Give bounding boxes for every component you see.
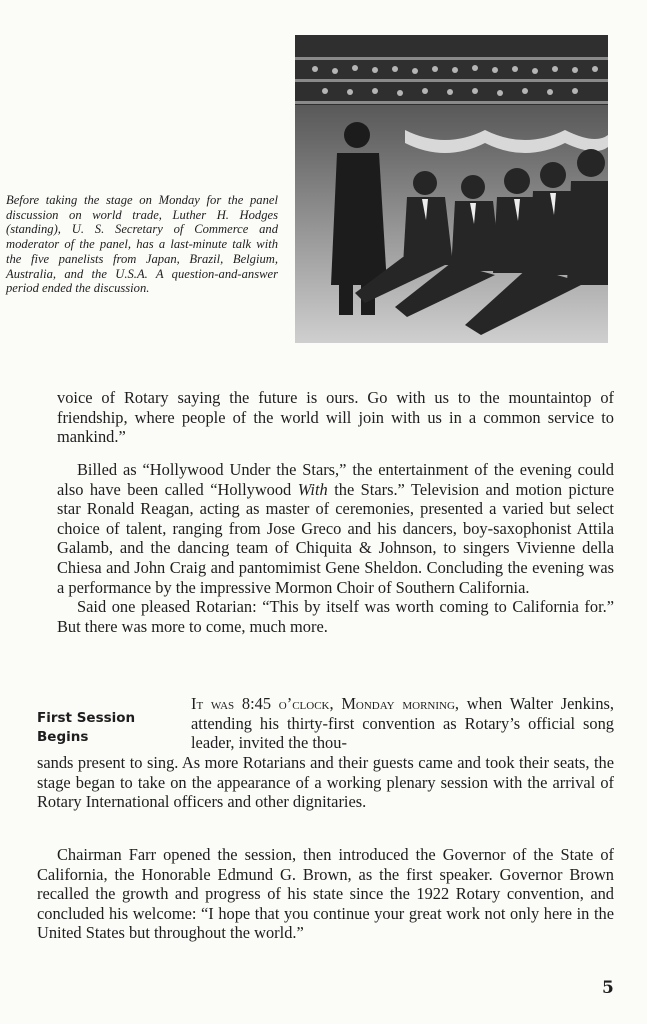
- paragraph-3: Said one pleased Rotarian: “This by itself was worth coming to California for.” But there was more to come, much more.: [57, 597, 614, 636]
- section-heading: [37, 709, 177, 747]
- paragraph-2: [57, 460, 614, 597]
- paragraph-2-part-a: Billed as “Hollywood Under the Stars,” the entertainment of the evening could also have been called “Hollywood: [57, 460, 614, 499]
- paragraph-4-lead-text: when Walter Jenkins, attending his thirty-first convention as Rotary’s official song leader, invited the thou-: [191, 694, 614, 753]
- section-heading-line-1: First Session: [37, 710, 136, 726]
- body-text-bottom: [37, 845, 614, 943]
- paragraph-4-small-caps: It was 8:45 o’clock, Monday morning,: [191, 694, 459, 713]
- section-heading-line-2: Begins: [37, 729, 89, 745]
- paragraph-5: Chairman Farr opened the session, then introduced the Governor of the State of California, the Honorable Edmund G. Brown, as the first speaker. Governor Brown recalled the growth and progress of his state since the 1922 Rotary convention, and concluded his welcome: “I hope that you continue your great work not only here in the United States but throughout the world.”: [37, 845, 614, 943]
- page-number: 5: [602, 978, 614, 998]
- paragraph-1: voice of Rotary saying the future is ours. Go with us to the mountaintop of friendship, where people of the world will join with us in a common service to mankind.”: [57, 388, 614, 447]
- body-text-middle: [57, 460, 614, 636]
- body-text-lower: [37, 753, 614, 812]
- photo-illustration: [295, 35, 608, 343]
- photo-caption: Before taking the stage on Monday for the panel discussion on world trade, Luther H. Hodges (standing), U. S. Secretary of Commerce and moderator of the panel, has a last-minute talk with the five panelists from Japan, Brazil, Belgium, Australia, and the U.S.A. A question-and-answer period ended the discussion.: [6, 193, 278, 296]
- body-text-top: [57, 388, 614, 447]
- paragraph-2-part-b: the Stars.” Television and motion picture star Ronald Reagan, acting as master of ceremonies, presented a varied but select choice of talent, ranging from Jose Greco and his dancers, boy-saxophonist Attila Galamb, and the dancing team of Chiquita & Johnson, to singers Vivienne della Chiesa and John Craig and pantomimist Gene Sheldon. Concluding the evening was a performance by the impressive Mormon Choir of Southern California.: [57, 479, 614, 597]
- paragraph-4-rest: sands present to sing. As more Rotarians and their guests came and took their seats, the stage began to take on the appearance of a working plenary session with the arrival of Rotary International officers and other dignitaries.: [37, 753, 614, 812]
- photo-panelists: [295, 35, 608, 343]
- paragraph-4-lead: [191, 694, 614, 753]
- paragraph-2-emphasis: With: [297, 479, 328, 499]
